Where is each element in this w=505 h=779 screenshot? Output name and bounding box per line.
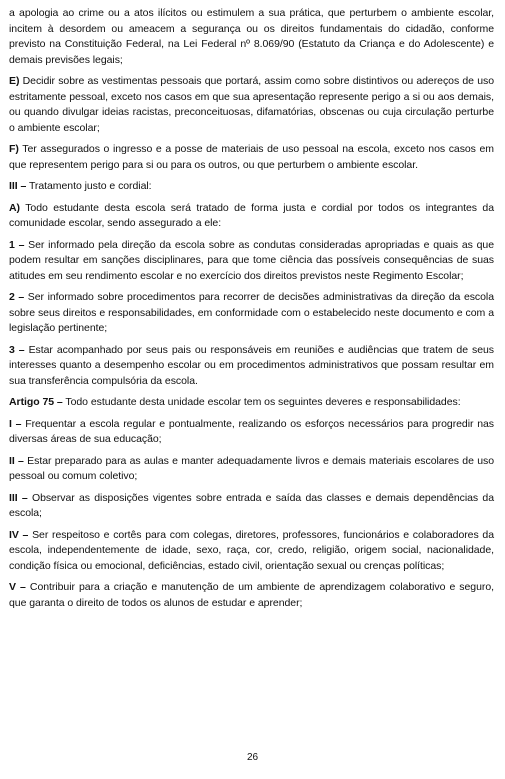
paragraph-label: 2 – [9,291,25,303]
article-75-heading [9,395,494,411]
paragraph-text: Estar preparado para as aulas e manter adequadamente livros e demais materiais escolares de uso pessoal ou comum coletivo; [9,454,494,482]
paragraph-label: II – [9,454,24,467]
paragraph-item-v [9,580,494,611]
paragraph-item-ii [9,454,494,485]
paragraph-item-iv [9,528,494,575]
paragraph-label: V – [9,581,26,593]
paragraph-text: Ser informado sobre procedimentos para recorrer de decisões administrativas da direção da escola sobre seus direitos e responsabilidades, em conformidade com o estabelecido neste documento e com a legislação pertinente; [9,291,494,334]
paragraph-text: Ser respeitoso e cortês para com colegas, diretores, professores, funcionários e colaboradores da escola, independentemente de idade, sexo, raça, cor, credo, religião, origem social, nacionalidade, condição física ou emocional, deficiências, estado civil, orientação sexual ou crenças políticas; [9,528,494,572]
paragraph-item-f [9,142,494,173]
paragraph-item-3 [9,343,494,390]
paragraph-item-2 [9,290,494,337]
paragraph-text: Observar as disposições vigentes sobre entrada e saída das classes e demais dependências da escola; [9,491,494,519]
paragraph-label: IV – [9,528,29,541]
paragraph-text: Ser informado pela direção da escola sobre as condutas consideradas apropriadas e quais as que podem resultar em sanções disciplinares, para que tome ciência das possíveis consequências de suas atitudes em seu rendimento escolar e no exercício dos direitos previstos neste Regimento Escolar; [9,238,494,282]
paragraph-continuation [9,6,494,68]
paragraph-text: Todo estudante desta escola será tratado de forma justa e cordial por todos os integrantes da comunidade escolar, sendo assegurado a ele: [9,201,494,229]
section-heading-iii [9,179,494,195]
paragraph-label: III – [9,180,27,192]
paragraph-label: 1 – [9,238,25,251]
paragraph-text: Estar acompanhado por seus pais ou responsáveis em reuniões e audiências que tratem de seus interesses quanto a desempenho escolar ou em procedimentos administrativos que possam resultar em sua transferência compulsória da escola. [9,343,494,387]
page-number: 26 [246,752,259,763]
paragraph-label: A) [9,201,20,214]
paragraph-text: Decidir sobre as vestimentas pessoais que portará, assim como sobre distintivos ou adereços de uso estritamente pessoal, exceto nos casos em que sua apresentação represente perigo a si ou aos demais, ou quando divulgar ideias racistas, preconceituosas, difamatórias, obscenas ou cuja circulação perturbe o ambiente escolar; [9,75,494,134]
paragraph-item-iii [9,491,494,522]
paragraph-label: E) [9,75,20,87]
paragraph-label: 3 – [9,343,25,356]
paragraph-label: I – [9,417,22,430]
paragraph-item-e [9,74,494,136]
paragraph-item-a [9,201,494,232]
document-page [9,6,494,617]
paragraph-text: Contribuir para a criação e manutenção de um ambiente de aprendizagem colaborativo e seguro, que garanta o direito de todos os alunos de estudar e aprender; [9,581,494,609]
paragraph-label: F) [9,143,19,155]
paragraph-item-i [9,417,494,448]
paragraph-label: Artigo 75 – [9,396,63,408]
paragraph-text: Todo estudante desta unidade escolar tem os seguintes deveres e responsabilidades: [62,396,461,408]
paragraph-text: Frequentar a escola regular e pontualmente, realizando os esforços necessários para progredir nas diversas áreas de sua educação; [9,417,494,445]
paragraph-text: a apologia ao crime ou a atos ilícitos ou estimulem a sua prática, que perturbem o ambiente escolar, incitem à desordem ou ameacem a segurança ou os direitos fundamentais do cidadão, conforme previsto na Constituição Federal, na Lei Federal nº 8.069/90 (Estatuto da Criança e do Adolescente) e demais previsões legais; [9,7,494,66]
paragraph-item-1 [9,238,494,285]
paragraph-text: Ter assegurados o ingresso e a posse de materiais de uso pessoal na escola, exceto nos casos em que representem perigo para si ou para os outros, ou que perturbem o ambiente escolar. [9,143,494,171]
paragraph-text: Tratamento justo e cordial: [26,180,152,192]
paragraph-label: III – [9,491,28,504]
